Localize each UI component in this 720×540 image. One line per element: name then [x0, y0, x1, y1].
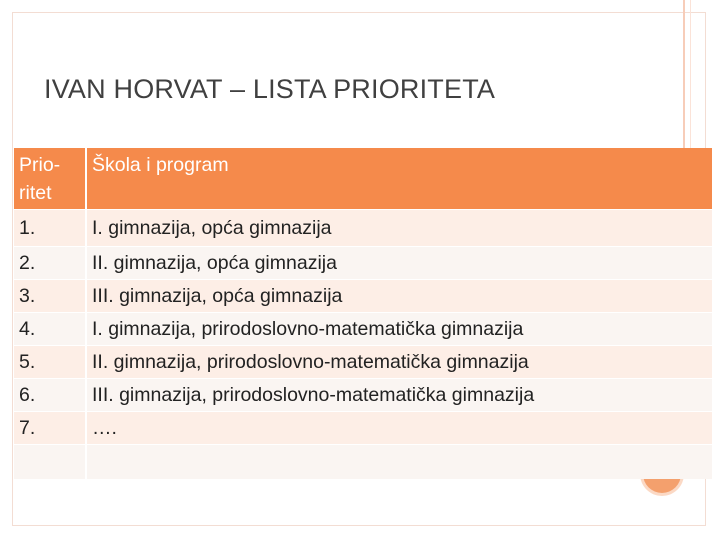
school-cell: II. gimnazija, opća gimnazija [86, 247, 712, 280]
table-row [14, 346, 712, 379]
school-cell: III. gimnazija, prirodoslovno-matematička gimnazija [86, 379, 712, 412]
priority-cell: 3. [14, 280, 86, 313]
school-cell: I. gimnazija, opća gimnazija [86, 210, 712, 247]
school-cell: III. gimnazija, opća gimnazija [86, 280, 712, 313]
priority-cell: 2. [14, 247, 86, 280]
priority-table [14, 148, 712, 479]
school-cell: II. gimnazija, prirodoslovno-matematička gimnazija [86, 346, 712, 379]
table-row [14, 280, 712, 313]
header-priority-line1: Prio- [19, 154, 61, 176]
header-priority [14, 148, 86, 210]
table-row [14, 210, 712, 247]
priority-cell-empty [14, 445, 86, 480]
page-title: IVAN HORVAT – LISTA PRIORITETA [44, 74, 496, 104]
table-row [14, 379, 712, 412]
priority-cell: 7. [14, 412, 86, 445]
school-cell: I. gimnazija, prirodoslovno-matematička gimnazija [86, 313, 712, 346]
priority-cell: 1. [14, 210, 86, 247]
school-cell: …. [86, 412, 712, 445]
table-header-row [14, 148, 712, 210]
header-school: Škola i program [86, 148, 712, 210]
table-row [14, 247, 712, 280]
priority-cell: 6. [14, 379, 86, 412]
table-row [14, 313, 712, 346]
table-row-empty [14, 445, 712, 480]
table-row [14, 412, 712, 445]
header-priority-line2: ritet [19, 182, 52, 204]
priority-cell: 5. [14, 346, 86, 379]
priority-cell: 4. [14, 313, 86, 346]
school-cell-empty [86, 445, 712, 480]
